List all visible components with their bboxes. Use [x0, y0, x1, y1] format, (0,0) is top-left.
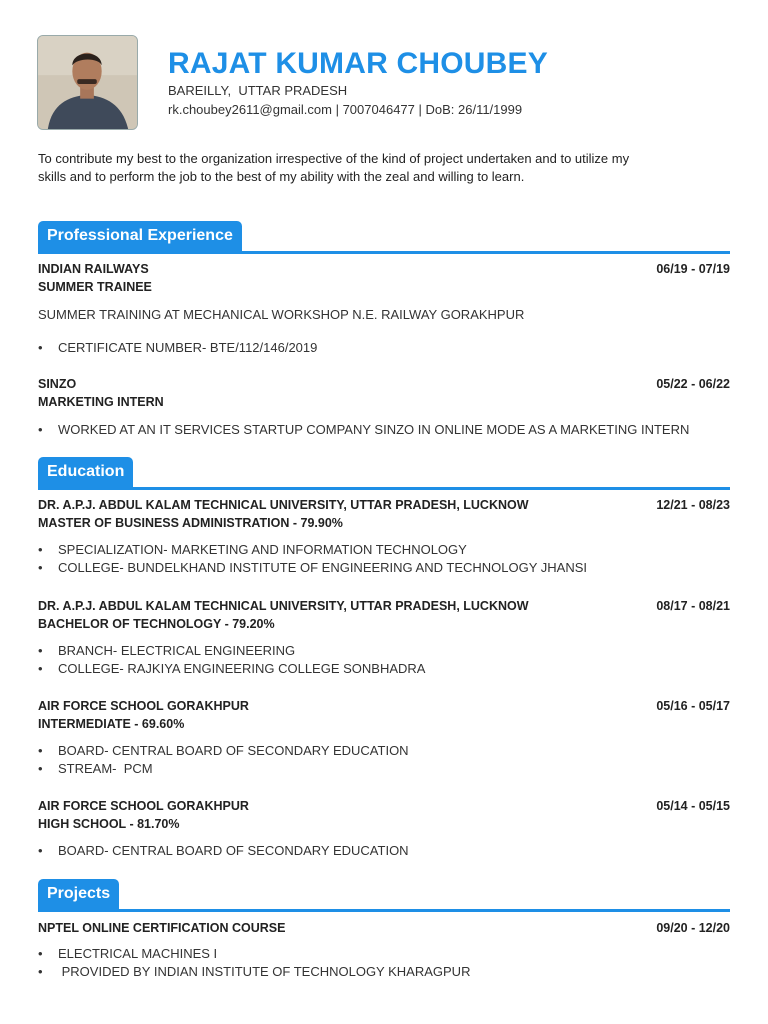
entry-date: 06/19 - 07/19	[656, 262, 730, 276]
entry-role: BACHELOR OF TECHNOLOGY - 79.20%	[38, 617, 275, 631]
entry-role: MARKETING INTERN	[38, 395, 164, 409]
entry-date: 05/16 - 05/17	[656, 699, 730, 713]
entry-organization: INDIAN RAILWAYS	[38, 262, 149, 276]
entry-description: SUMMER TRAINING AT MECHANICAL WORKSHOP N.E. RAILWAY GORAKHPUR	[38, 307, 525, 322]
section-divider	[38, 909, 730, 912]
entry-organization: SINZO	[38, 377, 77, 391]
section-title: Projects	[38, 879, 119, 909]
section-header-education	[38, 457, 730, 487]
entry-date: 05/14 - 05/15	[656, 799, 730, 813]
candidate-contact: rk.choubey2611@gmail.com | 7007046477 | DoB: 26/11/1999	[168, 102, 523, 117]
list-item: • BRANCH- ELECTRICAL ENGINEERING	[38, 643, 296, 658]
candidate-name: RAJAT KUMAR CHOUBEY	[168, 47, 548, 80]
entry-role: INTERMEDIATE - 69.60%	[38, 717, 185, 731]
list-item: • COLLEGE- BUNDELKHAND INSTITUTE OF ENGINEERING AND TECHNOLOGY JHANSI	[38, 560, 588, 575]
experience-entry	[38, 260, 730, 296]
list-item: • BOARD- CENTRAL BOARD OF SECONDARY EDUCATION	[38, 743, 409, 758]
experience-entry	[38, 375, 730, 411]
bullet-list	[38, 339, 317, 357]
list-item: • COLLEGE- RAJKIYA ENGINEERING COLLEGE SONBHADRA	[38, 661, 426, 676]
bullet-list	[38, 642, 425, 678]
list-item: • SPECIALIZATION- MARKETING AND INFORMATION TECHNOLOGY	[38, 542, 467, 557]
section-divider	[38, 251, 730, 254]
entry-date: 08/17 - 08/21	[656, 599, 730, 613]
profile-photo-image	[38, 36, 137, 129]
project-entry	[38, 919, 730, 937]
section-header-projects	[38, 879, 730, 909]
bullet-list	[38, 945, 470, 981]
section-title: Professional Experience	[38, 221, 242, 251]
education-entry	[38, 496, 730, 532]
section-header-experience	[38, 221, 730, 251]
list-item: • STREAM- PCM	[38, 761, 153, 776]
list-item: • CERTIFICATE NUMBER- BTE/112/146/2019	[38, 340, 318, 355]
objective-statement: To contribute my best to the organization irrespective of the kind of project undertaken and to utilize my skills and to perform the job to the best of my ability with the zeal and willing to learn.	[38, 151, 630, 184]
education-entry	[38, 697, 730, 733]
bullet-list	[38, 541, 587, 577]
bullet-list	[38, 842, 409, 860]
list-item: • BOARD- CENTRAL BOARD OF SECONDARY EDUCATION	[38, 843, 409, 858]
section-divider	[38, 487, 730, 490]
entry-organization: DR. A.P.J. ABDUL KALAM TECHNICAL UNIVERSITY, UTTAR PRADESH, LUCKNOW	[38, 599, 529, 613]
list-item: • WORKED AT AN IT SERVICES STARTUP COMPANY SINZO IN ONLINE MODE AS A MARKETING INTERN	[38, 422, 690, 437]
entry-date: 09/20 - 12/20	[656, 921, 730, 935]
bullet-list	[38, 421, 689, 439]
entry-role: MASTER OF BUSINESS ADMINISTRATION - 79.90%	[38, 516, 343, 530]
education-entry	[38, 597, 730, 633]
entry-organization: AIR FORCE SCHOOL GORAKHPUR	[38, 699, 249, 713]
list-item: • ELECTRICAL MACHINES I	[38, 946, 218, 961]
entry-organization: NPTEL ONLINE CERTIFICATION COURSE	[38, 921, 286, 935]
bullet-list	[38, 742, 409, 778]
entry-date: 12/21 - 08/23	[656, 498, 730, 512]
entry-role: SUMMER TRAINEE	[38, 280, 152, 294]
entry-role: HIGH SCHOOL - 81.70%	[38, 817, 180, 831]
profile-photo	[37, 35, 138, 130]
section-title: Education	[38, 457, 133, 487]
list-item: • PROVIDED BY INDIAN INSTITUTE OF TECHNOLOGY KHARAGPUR	[38, 964, 471, 979]
candidate-location: BAREILLY, UTTAR PRADESH	[168, 83, 348, 98]
entry-organization: AIR FORCE SCHOOL GORAKHPUR	[38, 799, 249, 813]
entry-date: 05/22 - 06/22	[656, 377, 730, 391]
education-entry	[38, 797, 730, 833]
entry-organization: DR. A.P.J. ABDUL KALAM TECHNICAL UNIVERSITY, UTTAR PRADESH, LUCKNOW	[38, 498, 529, 512]
